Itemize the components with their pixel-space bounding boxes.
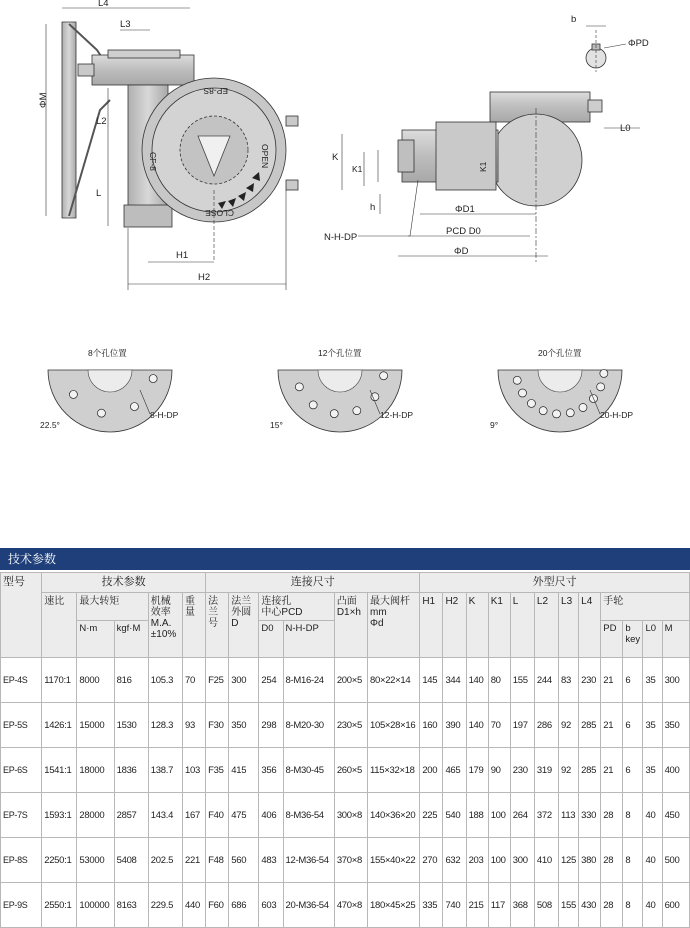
table-cell: 300 bbox=[662, 658, 689, 703]
table-cell: 140 bbox=[466, 658, 488, 703]
table-cell: 179 bbox=[466, 748, 488, 793]
table-cell: 2857 bbox=[114, 793, 148, 838]
col-L3: L3 bbox=[559, 593, 579, 658]
table-cell: 125 bbox=[559, 838, 579, 883]
table-cell: 103 bbox=[182, 748, 205, 793]
bolt-hole bbox=[539, 407, 547, 415]
front-view bbox=[342, 26, 640, 262]
table-cell: 335 bbox=[420, 883, 443, 928]
table-cell: 600 bbox=[662, 883, 689, 928]
table-cell: 8-M16-24 bbox=[283, 658, 334, 703]
table-cell: 100000 bbox=[77, 883, 114, 928]
table-row bbox=[1, 748, 690, 793]
section-title: 技术参数 bbox=[8, 552, 57, 566]
table-cell: 200 bbox=[420, 748, 443, 793]
group-conn: 连接尺寸 bbox=[206, 573, 420, 593]
table-cell: 160 bbox=[420, 703, 443, 748]
unit-M: M bbox=[662, 621, 689, 658]
table-cell: 113 bbox=[559, 793, 579, 838]
table-cell: 229.5 bbox=[148, 883, 182, 928]
table-cell: 8-M30-45 bbox=[283, 748, 334, 793]
bolt-hole bbox=[600, 369, 608, 377]
table-cell: 138.7 bbox=[148, 748, 182, 793]
bolt-hole bbox=[527, 399, 535, 407]
table-cell: 1530 bbox=[114, 703, 148, 748]
table-cell: 603 bbox=[259, 883, 283, 928]
table-cell: 115×32×18 bbox=[367, 748, 419, 793]
table-cell: 390 bbox=[443, 703, 466, 748]
unit-nm: N·m bbox=[77, 621, 114, 658]
dim-K1a: K1 bbox=[352, 164, 363, 174]
table-cell: 155 bbox=[510, 658, 534, 703]
table-cell: 368 bbox=[510, 883, 534, 928]
spec-table bbox=[0, 572, 690, 928]
table-cell: 560 bbox=[229, 838, 259, 883]
bolt-hole bbox=[597, 383, 605, 391]
bolt-hole bbox=[130, 403, 138, 411]
model-cell: EP-9S bbox=[1, 883, 42, 928]
model-cell: EP-6S bbox=[1, 748, 42, 793]
table-cell: 470×8 bbox=[334, 883, 367, 928]
dim-L: L bbox=[96, 188, 102, 199]
table-cell: 21 bbox=[601, 748, 623, 793]
table-cell: 300×8 bbox=[334, 793, 367, 838]
dim-L4: L4 bbox=[98, 0, 109, 9]
group-outline: 外型尺寸 bbox=[420, 573, 690, 593]
table-cell: 40 bbox=[643, 838, 662, 883]
table-cell: 380 bbox=[579, 838, 601, 883]
table-cell: 285 bbox=[579, 748, 601, 793]
table-cell: 372 bbox=[534, 793, 558, 838]
table-cell: 92 bbox=[559, 748, 579, 793]
table-row bbox=[1, 703, 690, 748]
angle-label: 22.5° bbox=[40, 420, 60, 430]
col-boss: 凸面 D1×h bbox=[334, 593, 367, 658]
table-cell: 300 bbox=[229, 658, 259, 703]
col-H2: H2 bbox=[443, 593, 466, 658]
table-cell: 8 bbox=[623, 883, 643, 928]
dim-K: K bbox=[332, 152, 339, 163]
col-model: 型号 bbox=[1, 573, 42, 658]
table-cell: 298 bbox=[259, 703, 283, 748]
table-cell: 370×8 bbox=[334, 838, 367, 883]
table-cell: 92 bbox=[559, 703, 579, 748]
col-L2: L2 bbox=[534, 593, 558, 658]
table-cell: 1541:1 bbox=[42, 748, 77, 793]
table-cell: 40 bbox=[643, 793, 662, 838]
table-cell: 1170:1 bbox=[42, 658, 77, 703]
col-ratio: 速比 bbox=[42, 593, 77, 658]
table-cell: 686 bbox=[229, 883, 259, 928]
col-ma: 机械 效率 M.A. ±10% bbox=[148, 593, 182, 658]
table-cell: 53000 bbox=[77, 838, 114, 883]
table-cell: 8-M36-54 bbox=[283, 793, 334, 838]
table-cell: 8 bbox=[623, 793, 643, 838]
table-cell: 225 bbox=[420, 793, 443, 838]
dim-K1b: K1 bbox=[478, 161, 488, 172]
bolt-hole bbox=[69, 390, 77, 398]
plate-close-text: CLOSE bbox=[205, 208, 234, 218]
table-cell: 18000 bbox=[77, 748, 114, 793]
table-cell: F48 bbox=[206, 838, 229, 883]
callout-label: 20-H-DP bbox=[600, 410, 634, 420]
table-cell: 8-M20-30 bbox=[283, 703, 334, 748]
table-cell: 5408 bbox=[114, 838, 148, 883]
callout-label: 12-H-DP bbox=[380, 410, 414, 420]
table-cell: 319 bbox=[534, 748, 558, 793]
unit-kgfm: kgf·M bbox=[114, 621, 148, 658]
table-cell: 28 bbox=[601, 883, 623, 928]
table-cell: 264 bbox=[510, 793, 534, 838]
table-cell: 203 bbox=[466, 838, 488, 883]
model-cell: EP-8S bbox=[1, 838, 42, 883]
table-cell: 12-M36-54 bbox=[283, 838, 334, 883]
table-cell: 188 bbox=[466, 793, 488, 838]
callout-label: 8-H-DP bbox=[150, 410, 179, 420]
col-L: L bbox=[510, 593, 534, 658]
angle-label: 9° bbox=[490, 420, 499, 430]
model-cell: EP-4S bbox=[1, 658, 42, 703]
table-cell: F40 bbox=[206, 793, 229, 838]
spec-table-body bbox=[1, 658, 690, 928]
table-cell: 500 bbox=[662, 838, 689, 883]
table-cell: 230 bbox=[510, 748, 534, 793]
table-cell: 80×22×14 bbox=[367, 658, 419, 703]
dim-phiM: ΦM bbox=[38, 92, 49, 108]
unit-D0: D0 bbox=[259, 621, 283, 658]
table-cell: 632 bbox=[443, 838, 466, 883]
table-cell: 286 bbox=[534, 703, 558, 748]
col-stem: 最大阀杆 mm Φd bbox=[367, 593, 419, 658]
table-cell: 1593:1 bbox=[42, 793, 77, 838]
table-cell: 20-M36-54 bbox=[283, 883, 334, 928]
table-cell: 28 bbox=[601, 838, 623, 883]
table-cell: 285 bbox=[579, 703, 601, 748]
table-cell: 1426:1 bbox=[42, 703, 77, 748]
table-row bbox=[1, 658, 690, 703]
table-cell: 105.3 bbox=[148, 658, 182, 703]
table-cell: 740 bbox=[443, 883, 466, 928]
table-cell: 202.5 bbox=[148, 838, 182, 883]
bolt-hole bbox=[330, 410, 338, 418]
table-cell: 143.4 bbox=[148, 793, 182, 838]
table-cell: 35 bbox=[643, 748, 662, 793]
dim-phiD: ΦD bbox=[454, 246, 469, 257]
bolt-hole bbox=[371, 393, 379, 401]
table-cell: 105×28×16 bbox=[367, 703, 419, 748]
table-cell: 145 bbox=[420, 658, 443, 703]
hole-pattern-title: 12个孔位置 bbox=[318, 348, 362, 358]
table-cell: 35 bbox=[643, 703, 662, 748]
table-cell: 28000 bbox=[77, 793, 114, 838]
unit-b: b key bbox=[623, 621, 643, 658]
table-cell: F35 bbox=[206, 748, 229, 793]
col-weight: 重 量 bbox=[182, 593, 205, 658]
hole-pattern-title: 20个孔位置 bbox=[538, 348, 582, 358]
table-cell: 2250:1 bbox=[42, 838, 77, 883]
table-cell: 117 bbox=[488, 883, 510, 928]
bolt-hole bbox=[513, 376, 521, 384]
table-cell: 140 bbox=[466, 703, 488, 748]
table-cell: 35 bbox=[643, 658, 662, 703]
table-cell: 167 bbox=[182, 793, 205, 838]
table-cell: 80 bbox=[488, 658, 510, 703]
table-cell: 140×36×20 bbox=[367, 793, 419, 838]
table-cell: 221 bbox=[182, 838, 205, 883]
table-cell: 40 bbox=[643, 883, 662, 928]
table-cell: 90 bbox=[488, 748, 510, 793]
hole-pattern-8 bbox=[40, 348, 179, 432]
table-cell: 155 bbox=[559, 883, 579, 928]
model-cell: EP-5S bbox=[1, 703, 42, 748]
table-cell: 350 bbox=[229, 703, 259, 748]
bolt-hole bbox=[97, 409, 105, 417]
col-hole: 连接孔 中心PCD bbox=[259, 593, 334, 621]
table-cell: 6 bbox=[623, 703, 643, 748]
col-handwheel: 手轮 bbox=[601, 593, 690, 621]
plate-left-text: CF-8 bbox=[148, 152, 158, 171]
unit-L0: L0 bbox=[643, 621, 662, 658]
table-cell: 440 bbox=[182, 883, 205, 928]
table-cell: 70 bbox=[182, 658, 205, 703]
table-cell: 300 bbox=[510, 838, 534, 883]
group-tech: 技术参数 bbox=[42, 573, 206, 593]
table-cell: 93 bbox=[182, 703, 205, 748]
table-cell: 15000 bbox=[77, 703, 114, 748]
table-cell: F60 bbox=[206, 883, 229, 928]
col-K: K bbox=[466, 593, 488, 658]
table-cell: 270 bbox=[420, 838, 443, 883]
col-flange-od: 法兰 外圆 D bbox=[229, 593, 259, 658]
model-cell: EP-7S bbox=[1, 793, 42, 838]
table-cell: F30 bbox=[206, 703, 229, 748]
col-H1: H1 bbox=[420, 593, 443, 658]
dim-L3: L3 bbox=[120, 19, 131, 30]
section-banner bbox=[0, 548, 690, 570]
col-flange: 法 兰 号 bbox=[206, 593, 229, 658]
unit-PD: PD bbox=[601, 621, 623, 658]
dim-phiD1: ΦD1 bbox=[455, 204, 475, 215]
table-cell: 200×5 bbox=[334, 658, 367, 703]
table-cell: 400 bbox=[662, 748, 689, 793]
table-cell: 244 bbox=[534, 658, 558, 703]
table-cell: 540 bbox=[443, 793, 466, 838]
table-cell: 415 bbox=[229, 748, 259, 793]
hole-pattern-12 bbox=[270, 348, 413, 432]
unit-NHDP: N-H-DP bbox=[283, 621, 334, 658]
bolt-hole bbox=[380, 372, 388, 380]
table-cell: 100 bbox=[488, 838, 510, 883]
table-cell: 215 bbox=[466, 883, 488, 928]
dim-L2: L2 bbox=[96, 116, 107, 127]
table-cell: 483 bbox=[259, 838, 283, 883]
bolt-hole bbox=[518, 389, 526, 397]
table-cell: 450 bbox=[662, 793, 689, 838]
bolt-hole bbox=[566, 409, 574, 417]
table-cell: 180×45×25 bbox=[367, 883, 419, 928]
table-cell: 330 bbox=[579, 793, 601, 838]
dim-PCD: PCD D0 bbox=[446, 226, 481, 237]
bolt-hole bbox=[149, 375, 157, 383]
bolt-hole bbox=[353, 407, 361, 415]
table-cell: 21 bbox=[601, 703, 623, 748]
table-cell: 254 bbox=[259, 658, 283, 703]
plate-open-text: OPEN bbox=[260, 144, 270, 169]
dim-H2: H2 bbox=[198, 272, 211, 283]
table-cell: 356 bbox=[259, 748, 283, 793]
hole-pattern-20 bbox=[490, 348, 633, 432]
table-cell: 128.3 bbox=[148, 703, 182, 748]
table-row bbox=[1, 838, 690, 883]
col-torque: 最大转矩 bbox=[77, 593, 148, 621]
bolt-hole bbox=[309, 401, 317, 409]
dim-h: h bbox=[370, 202, 376, 213]
table-cell: 430 bbox=[579, 883, 601, 928]
table-cell: 70 bbox=[488, 703, 510, 748]
table-cell: 406 bbox=[259, 793, 283, 838]
table-cell: 8163 bbox=[114, 883, 148, 928]
table-cell: 8000 bbox=[77, 658, 114, 703]
table-cell: 475 bbox=[229, 793, 259, 838]
table-cell: 100 bbox=[488, 793, 510, 838]
dim-b: b bbox=[571, 14, 577, 25]
table-cell: 410 bbox=[534, 838, 558, 883]
table-cell: 350 bbox=[662, 703, 689, 748]
bolt-hole bbox=[579, 404, 587, 412]
callout-NHDP: N-H-DP bbox=[324, 232, 358, 243]
bolt-hole bbox=[295, 383, 303, 391]
table-cell: 8 bbox=[623, 838, 643, 883]
dim-phiPD: ΦPD bbox=[628, 38, 649, 49]
table-cell: 260×5 bbox=[334, 748, 367, 793]
table-cell: 816 bbox=[114, 658, 148, 703]
table-cell: 230 bbox=[579, 658, 601, 703]
table-cell: 230×5 bbox=[334, 703, 367, 748]
table-cell: 6 bbox=[623, 658, 643, 703]
table-cell: 6 bbox=[623, 748, 643, 793]
table-cell: 197 bbox=[510, 703, 534, 748]
table-cell: 465 bbox=[443, 748, 466, 793]
table-cell: 155×40×22 bbox=[367, 838, 419, 883]
hole-pattern-title: 8个孔位置 bbox=[88, 348, 127, 358]
table-cell: 2550:1 bbox=[42, 883, 77, 928]
table-cell: 508 bbox=[534, 883, 558, 928]
table-row bbox=[1, 793, 690, 838]
table-cell: 21 bbox=[601, 658, 623, 703]
col-K1: K1 bbox=[488, 593, 510, 658]
table-cell: 83 bbox=[559, 658, 579, 703]
col-L4: L4 bbox=[579, 593, 601, 658]
hole-patterns bbox=[40, 348, 633, 432]
table-cell: F25 bbox=[206, 658, 229, 703]
plate-top-text: EP-8S bbox=[203, 86, 228, 96]
table-cell: 1836 bbox=[114, 748, 148, 793]
dim-L0: L0 bbox=[620, 123, 631, 134]
table-cell: 28 bbox=[601, 793, 623, 838]
dim-H1: H1 bbox=[176, 250, 189, 261]
table-cell: 344 bbox=[443, 658, 466, 703]
angle-label: 15° bbox=[270, 420, 283, 430]
table-row bbox=[1, 883, 690, 928]
bolt-hole bbox=[553, 410, 561, 418]
